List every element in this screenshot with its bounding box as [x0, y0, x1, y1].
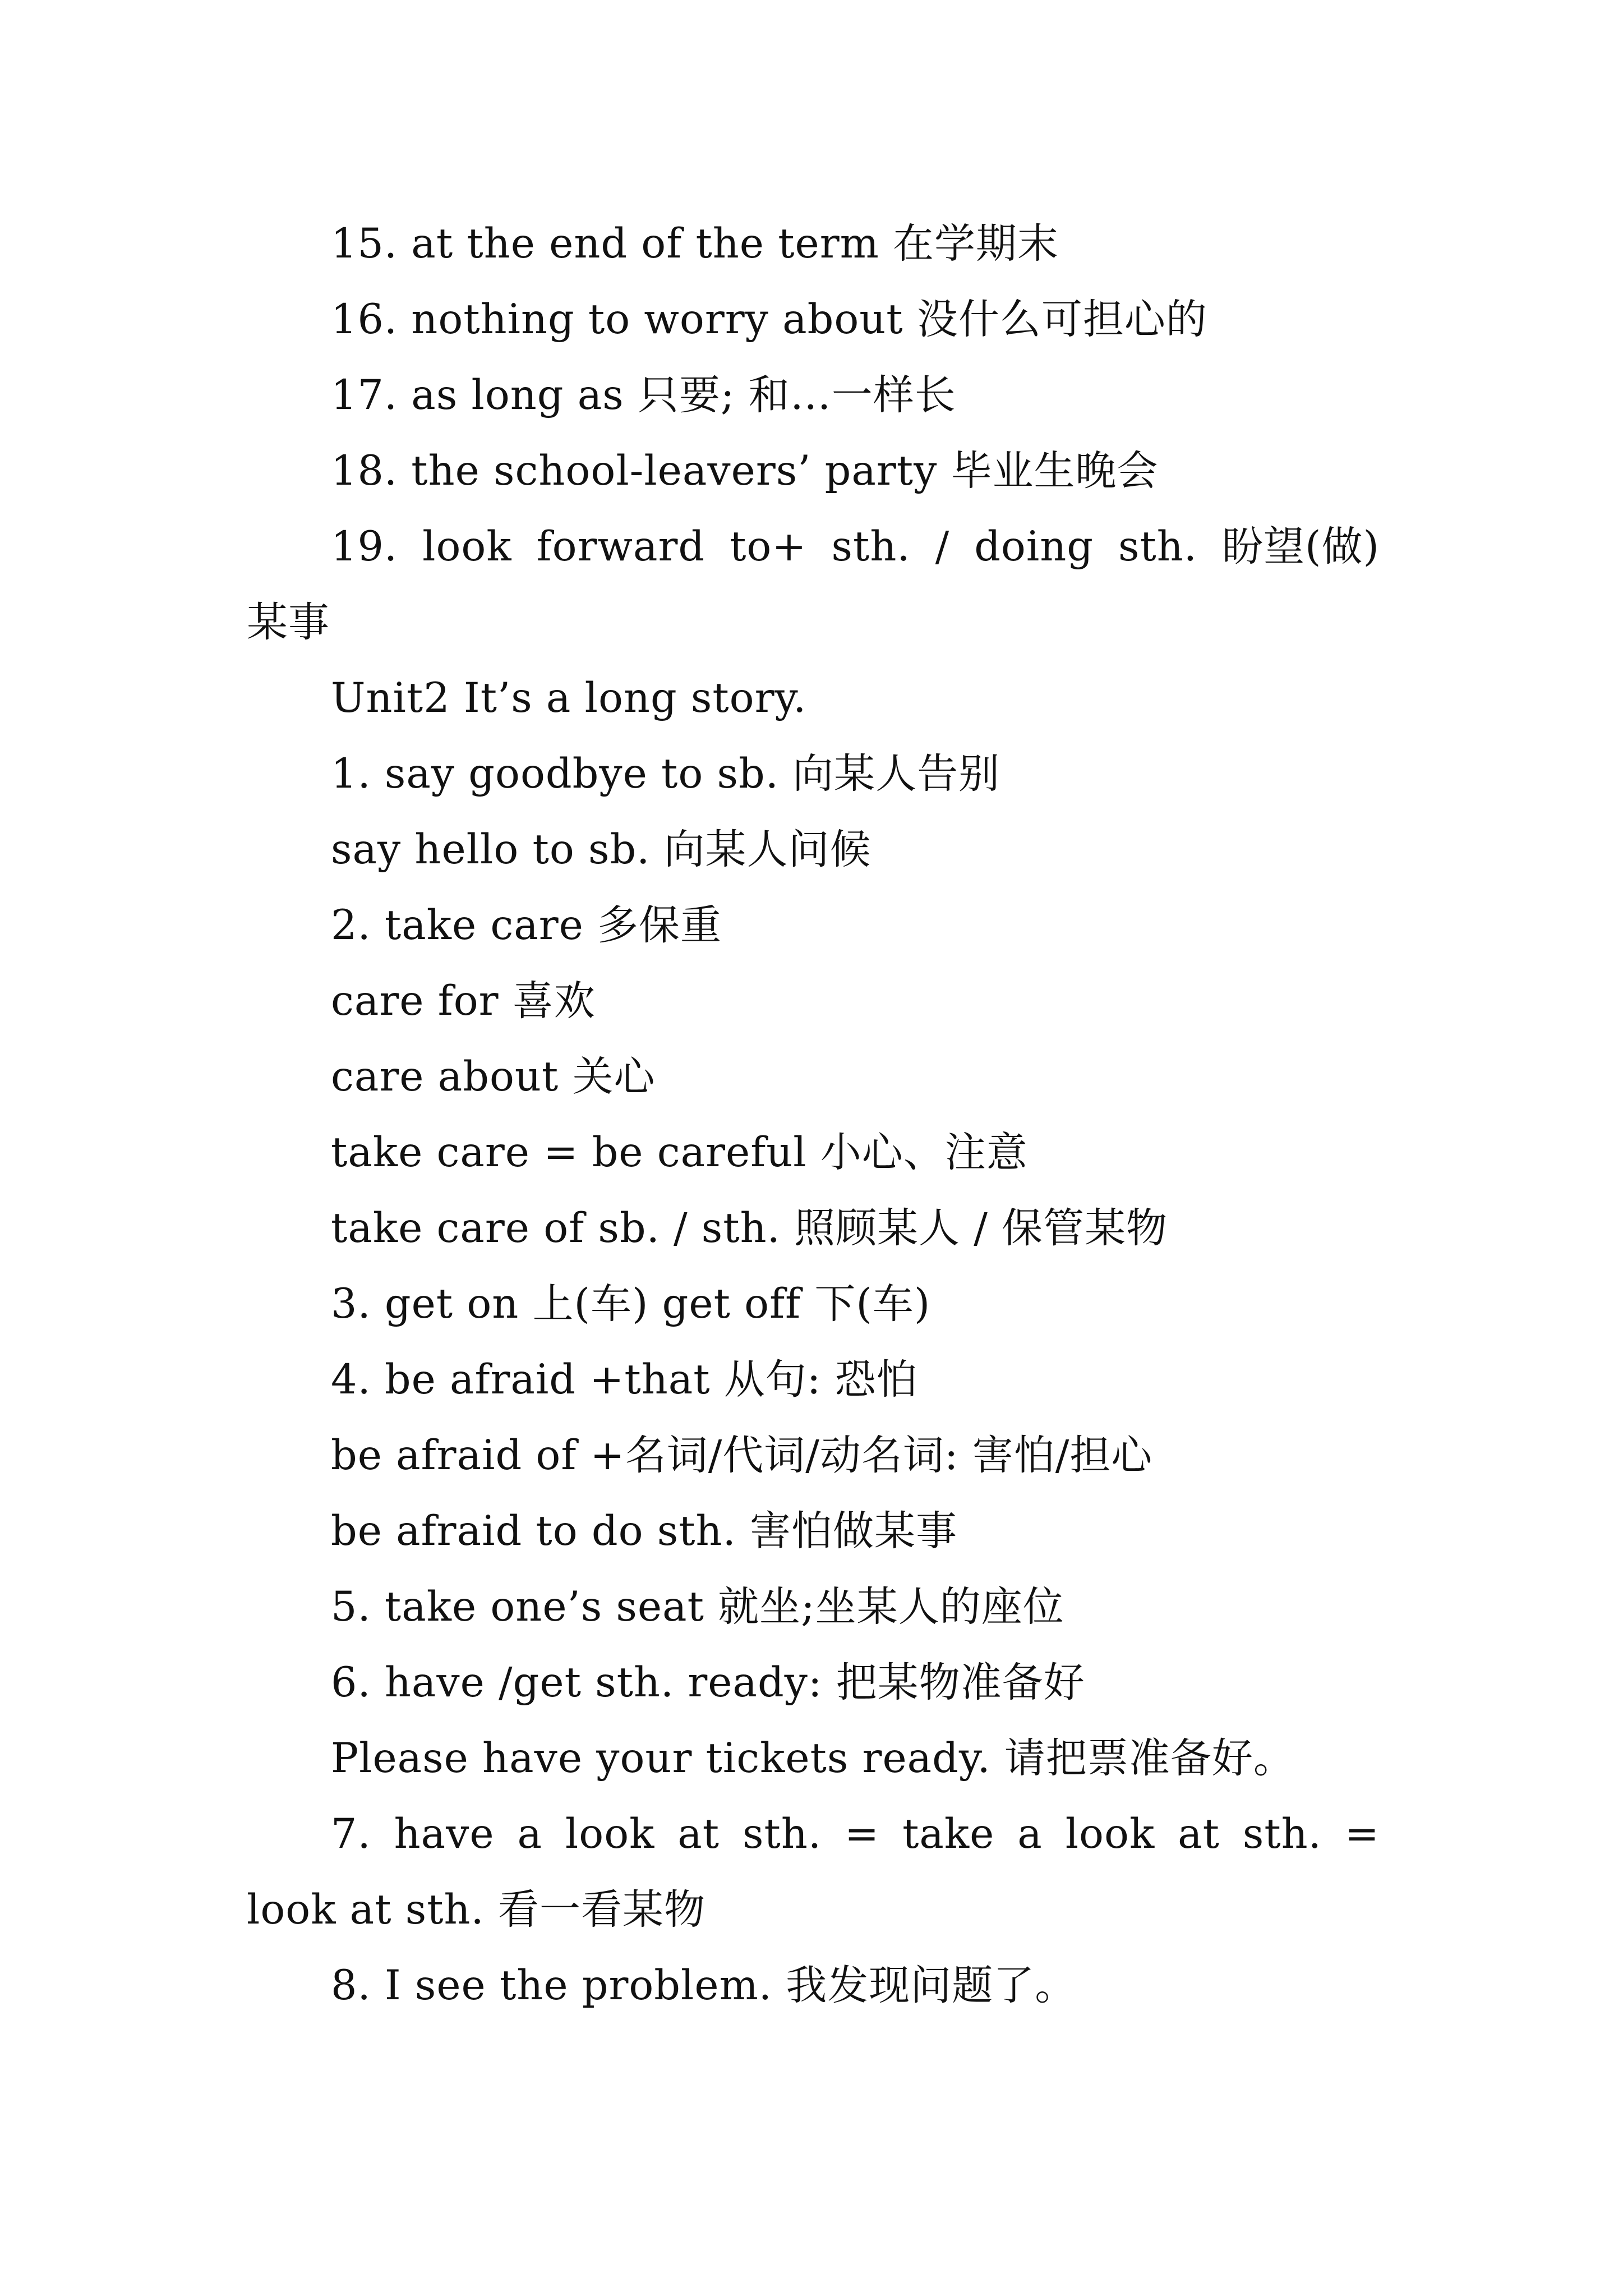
word: sth. [1118, 523, 1197, 570]
word: look [422, 523, 512, 570]
word: have [394, 1810, 495, 1858]
phrase-line-19-continued: 某事 [247, 599, 330, 646]
word: = [1344, 1810, 1380, 1858]
phrase-line-u1b: say hello to sb. 向某人问候 [331, 826, 872, 873]
word: = [844, 1810, 880, 1858]
word: to+ [730, 523, 807, 570]
phrase-line-u2d: take care = be careful 小心、注意 [331, 1129, 1028, 1176]
phrase-line-u4c: be afraid to do sth. 害怕做某事 [331, 1507, 957, 1555]
unit-heading: Unit2 It’s a long story. [331, 674, 807, 722]
phrase-line-u6b: Please have your tickets ready. 请把票准备好。 [331, 1734, 1295, 1782]
phrase-line-u3: 3. get on 上(车) get off 下(车) [331, 1280, 931, 1328]
word: / [935, 523, 950, 570]
phrase-line-u1: 1. say goodbye to sb. 向某人告别 [331, 750, 1000, 798]
word: sth. [1242, 1810, 1322, 1858]
word: sth. [743, 1810, 822, 1858]
phrase-line-u8: 8. I see the problem. 我发现问题了。 [331, 1962, 1077, 2009]
phrase-line-u2c: care about 关心 [331, 1053, 656, 1101]
phrase-line-15: 15. at the end of the term 在学期末 [331, 220, 1059, 268]
phrase-line-u4b: be afraid of +名词/代词/动名词: 害怕/担心 [331, 1432, 1153, 1479]
word: doing [974, 523, 1094, 570]
word: a [1017, 1810, 1043, 1858]
word: forward [536, 523, 706, 570]
word: 盼望(做) [1222, 523, 1380, 570]
word: 19. [331, 523, 398, 570]
phrase-line-18: 18. the school-leavers’ party 毕业生晚会 [331, 447, 1159, 495]
phrase-line-16: 16. nothing to worry about 没什么可担心的 [331, 296, 1207, 343]
word: take [902, 1810, 995, 1858]
phrase-line-u6: 6. have /get sth. ready: 把某物准备好 [331, 1659, 1085, 1706]
phrase-line-u7 [331, 1809, 1380, 1860]
phrase-line-u2e: take care of sb. / sth. 照顾某人 / 保管某物 [331, 1204, 1168, 1252]
phrase-line-u2: 2. take care 多保重 [331, 901, 722, 949]
phrase-line-17: 17. as long as 只要; 和…一样长 [331, 371, 956, 419]
word: sth. [831, 523, 911, 570]
word: look [1065, 1810, 1155, 1858]
phrase-line-u7-continued: look at sth. 看一看某物 [247, 1886, 706, 1934]
phrase-line-u4: 4. be afraid +that 从句: 恐怕 [331, 1356, 918, 1404]
phrase-line-19 [331, 522, 1380, 572]
word: a [517, 1810, 542, 1858]
phrase-line-u5: 5. take one’s seat 就坐;坐某人的座位 [331, 1583, 1064, 1631]
word: at [1178, 1810, 1220, 1858]
word: look [565, 1810, 655, 1858]
word: 7. [331, 1810, 371, 1858]
phrase-line-u2b: care for 喜欢 [331, 977, 596, 1025]
word: at [677, 1810, 720, 1858]
